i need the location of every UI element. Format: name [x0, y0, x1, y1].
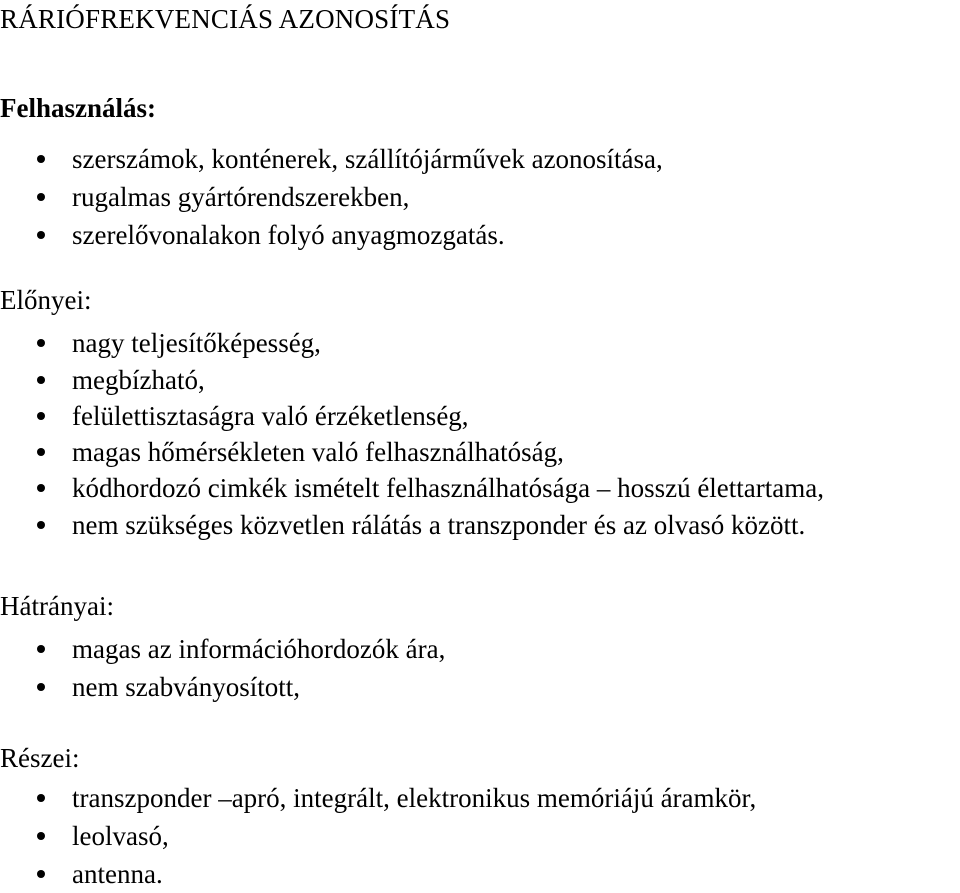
- section-hatranyai: [0, 588, 960, 706]
- list-item: [0, 178, 960, 216]
- section-heading-felhasznalas: Felhasználás:: [0, 93, 157, 123]
- list-item-text: nagy teljesítőképesség,: [72, 328, 321, 358]
- bullet-icon: [37, 448, 45, 456]
- section-heading-elonyei: Előnyei:: [0, 285, 92, 315]
- bullet-icon: [37, 870, 45, 878]
- list-item: [0, 140, 960, 178]
- bullet-icon: [37, 193, 45, 201]
- list-item-text: szerelővonalakon folyó anyagmozgatás.: [72, 220, 505, 250]
- list-item: [0, 817, 960, 855]
- list-item: [0, 397, 960, 433]
- section-felhasznalas: [0, 90, 960, 254]
- list-item-text: nem szükséges közvetlen rálátás a transzponder és az olvasó között.: [72, 510, 806, 540]
- list-item-text: transzponder –apró, integrált, elektronikus memóriájú áramkör,: [72, 783, 757, 813]
- list-item: [0, 216, 960, 254]
- bullet-icon: [37, 376, 45, 384]
- list-item-text: szerszámok, konténerek, szállítójárművek azonosítása,: [72, 144, 663, 174]
- bullet-icon: [37, 412, 45, 420]
- list-item-text: leolvasó,: [72, 821, 169, 851]
- list-item: [0, 506, 960, 543]
- bullet-icon: [37, 484, 45, 492]
- document-title: RÁRIÓFREKVENCIÁS AZONOSÍTÁS: [0, 4, 451, 34]
- list-item: [0, 779, 960, 817]
- section-elonyei: [0, 282, 960, 543]
- bullet-list-felhasznalas: [0, 140, 960, 254]
- list-item: [0, 361, 960, 397]
- list-item: [0, 630, 960, 668]
- list-item-text: magas az információhordozók ára,: [72, 634, 446, 664]
- bullet-icon: [37, 832, 45, 840]
- list-item-text: felülettisztaságra való érzéketlenség,: [72, 401, 469, 431]
- list-item-text: nem szabványosított,: [72, 672, 300, 702]
- bullet-list-hatranyai: [0, 630, 960, 706]
- bullet-list-reszei: [0, 779, 960, 893]
- list-item: [0, 668, 960, 706]
- list-item-text: rugalmas gyártórendszerekben,: [72, 182, 410, 212]
- bullet-icon: [37, 339, 45, 347]
- section-heading-hatranyai: Hátrányai:: [0, 591, 114, 621]
- section-reszei: [0, 740, 960, 893]
- list-item-text: kódhordozó cimkék ismételt felhasználhatósága – hosszú élettartama,: [72, 473, 824, 503]
- list-item: [0, 855, 960, 893]
- bullet-icon: [37, 645, 45, 653]
- bullet-icon: [37, 231, 45, 239]
- list-item-text: antenna.: [72, 859, 163, 889]
- list-item: [0, 324, 960, 361]
- list-item-text: magas hőmérsékleten való felhasználhatóság,: [72, 437, 564, 467]
- list-item: [0, 469, 960, 506]
- list-item: [0, 433, 960, 469]
- list-item-text: megbízható,: [72, 365, 205, 395]
- bullet-icon: [37, 794, 45, 802]
- section-heading-reszei: Részei:: [0, 743, 80, 773]
- bullet-list-elonyei: [0, 324, 960, 543]
- bullet-icon: [37, 155, 45, 163]
- bullet-icon: [37, 521, 45, 529]
- bullet-icon: [37, 683, 45, 691]
